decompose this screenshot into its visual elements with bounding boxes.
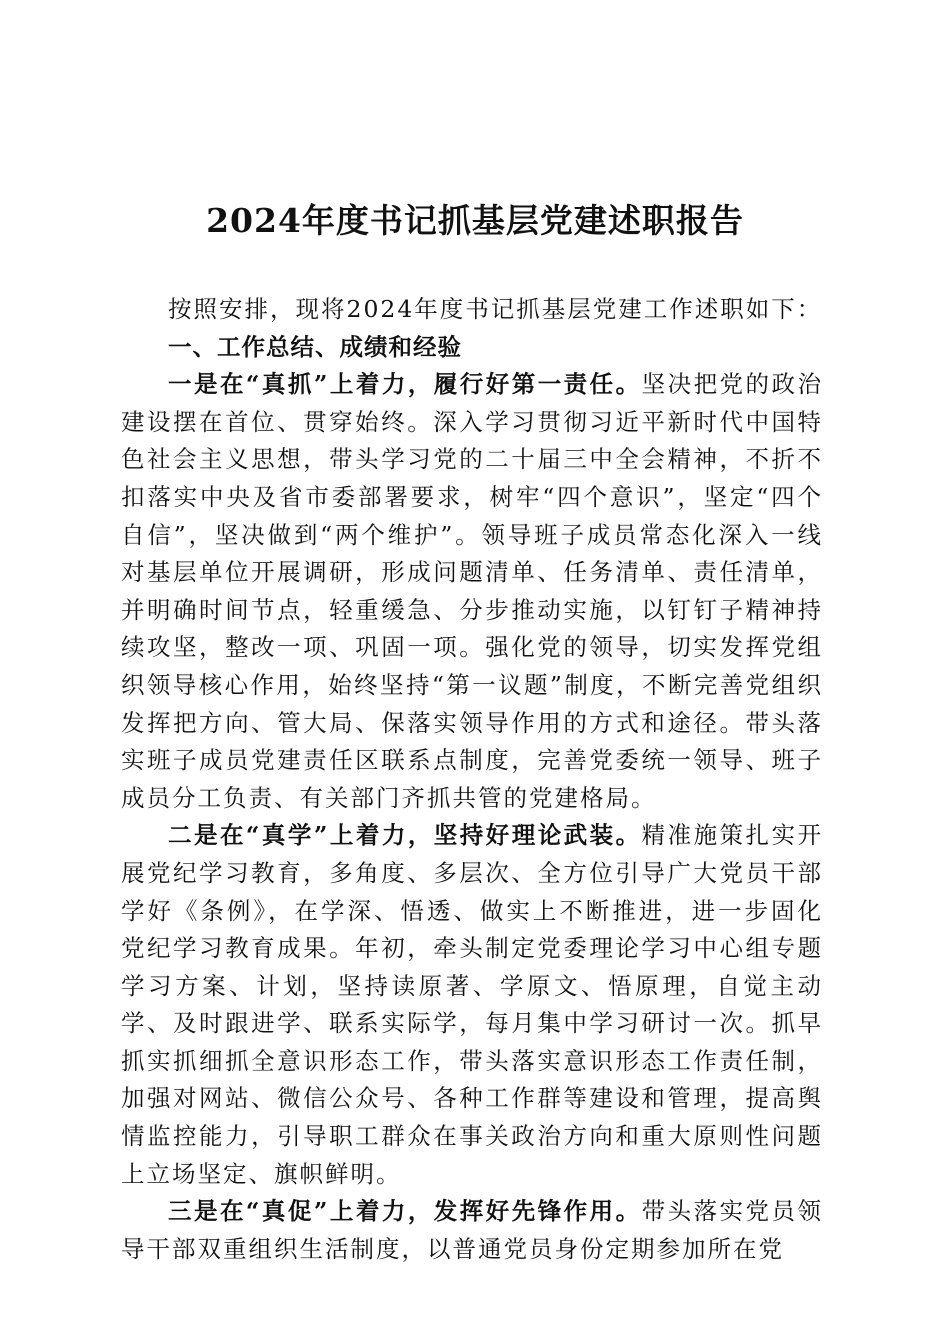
document-body [121, 291, 823, 1268]
paragraph-2-text: 精准施策扎实开展党纪学习教育，多角度、多层次、全方位引导广大党员干部学好《条例》，在学深、悟透、做实上不断推进，进一步固化党纪学习教育成果。年初，牵头制定党委理论学习中心组专题学习方案、计划，坚持读原著、学原文、悟原理，自觉主动学、及时跟进学、联系实际学，每月集中学习研讨一次。抓早抓实抓细抓全意识形态工作，带头落实意识形态工作责任制，加强对网站、微信公众号、各种工作群等建设和管理，提高舆情监控能力，引导职工群众在事关政治方向和重大原则性问题上立场坚定、旗帜鲜明。 [121, 821, 823, 1188]
intro-paragraph: 按照安排，现将2024年度书记抓基层党建工作述职如下： [168, 295, 823, 323]
paragraph-3 [121, 1193, 823, 1268]
paragraph-1 [121, 366, 823, 817]
document-title: 2024年度书记抓基层党建述职报告 [206, 201, 744, 240]
paragraph-2 [121, 817, 823, 1193]
paragraph-3-text: 带头落实党员领导干部双重组织生活制度，以普通党员身份定期参加所在党 [121, 1197, 823, 1263]
paragraph-3-lead: 三是在“真促”上着力，发挥好先锋作用。 [168, 1197, 642, 1226]
paragraph-1-lead: 一是在“真抓”上着力，履行好第一责任。 [168, 370, 642, 399]
section-heading: 一、工作总结、成绩和经验 [168, 332, 462, 361]
paragraph-1-text: 坚决把党的政治建设摆在首位、贯穿始终。深入学习贯彻习近平新时代中国特色社会主义思想，带头学习党的二十届三中全会精神，不折不扣落实中央及省市委部署要求，树牢“四个意识”，坚定“四个自信”，坚决做到“两个维护”。领导班子成员常态化深入一线对基层单位开展调研，形成问题清单、任务清单、责任清单，并明确时间节点，轻重缓急、分步推动实施，以钉钉子精神持续攻坚，整改一项、巩固一项。强化党的领导，切实发挥党组织领导核心作用，始终坚持“第一议题”制度，不断完善党组织发挥把方向、管大局、保落实领导作用的方式和途径。带头落实班子成员党建责任区联系点制度，完善党委统一领导、班子成员分工负责、有关部门齐抓共管的党建格局。 [121, 370, 823, 812]
paragraph-2-lead: 二是在“真学”上着力，坚持好理论武装。 [168, 821, 642, 850]
